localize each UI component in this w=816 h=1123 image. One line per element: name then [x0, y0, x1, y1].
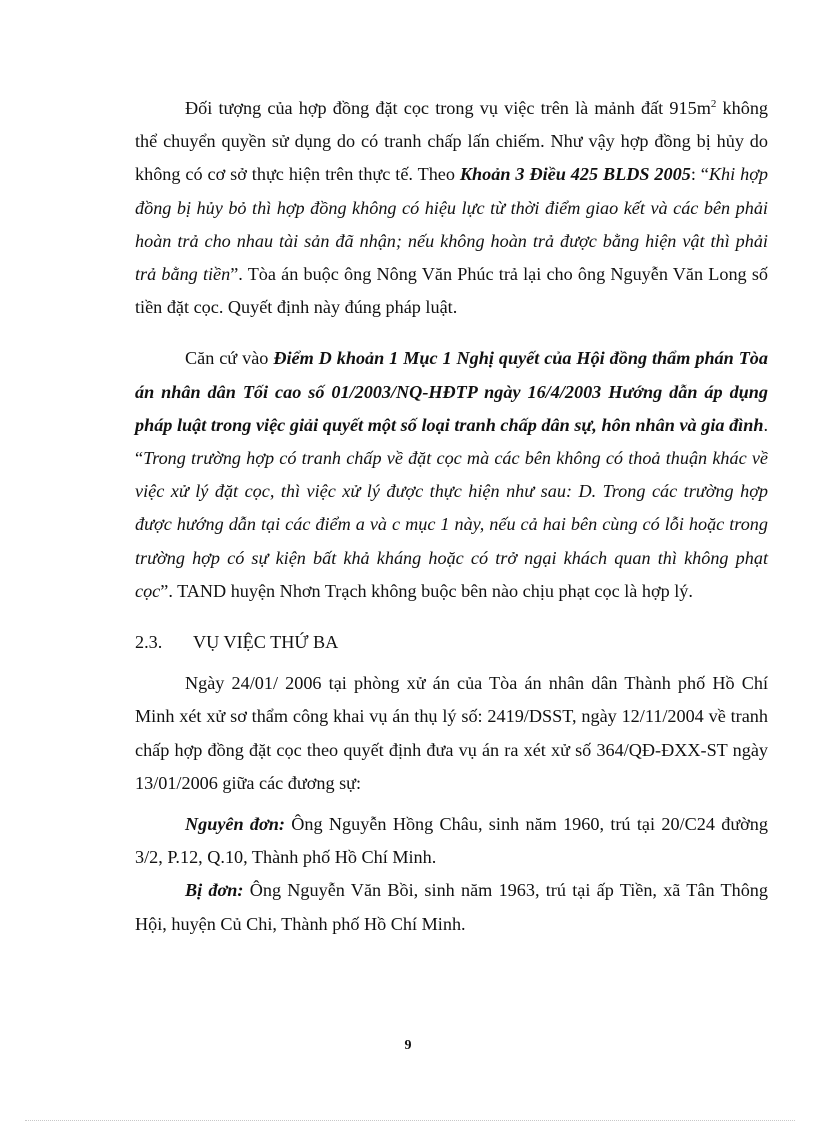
text-run: không thể chuyển quyền sử dụng do có tranh chấp lấn chiếm. Như vậy hợp đồng bị hủy do không có cơ sở thực hiện trên thực tế. Theo — [135, 98, 769, 185]
superscript: 2 — [710, 98, 717, 110]
plaintiff-details: Ông Nguyễn Hồng Châu, sinh năm 1960, trú tại 20/C24 đường 3/2, P.12, Q.10, Thành phố Hồ Chí Minh. — [135, 814, 768, 868]
legal-citation: Điểm D khoản 1 Mục 1 Nghị quyết của Hội đồng thẩm phán Tòa án nhân dân Tối cao số 01/2003/NQ-HĐTP ngày 16/4/2003 Hướng dẫn áp dụng pháp luật trong việc giải quyết một số loại tranh chấp dân sự, hôn nhân và gia đình — [135, 348, 768, 435]
text-run: . “ — [135, 414, 768, 469]
defendant-details: Ông Nguyễn Văn Bồi, sinh năm 1963, trú tại ấp Tiền, xã Tân Thông Hội, huyện Củ Chi, Thành phố Hồ Chí Minh. — [135, 880, 768, 934]
section-title: VỤ VIỆC THỨ BA — [193, 632, 339, 653]
paragraph-defendant — [135, 874, 768, 940]
text-run: ”. TAND huyện Nhơn Trạch không buộc bên nào chịu phạt cọc là hợp lý. — [160, 580, 693, 601]
legal-quote: Khi hợp đồng bị hủy bỏ thì hợp đồng không có hiệu lực từ thời điểm giao kết và các bên phải hoàn trả cho nhau tài sản đã nhận; nếu không hoàn trả được bằng hiện vật thì phải trả bằng tiền — [135, 164, 769, 285]
plaintiff-label: Nguyên đơn: — [185, 814, 285, 835]
paragraph-plaintiff — [135, 808, 768, 874]
text-run: ”. Tòa án buộc ông Nông Văn Phúc trả lại cho ông Nguyễn Văn Long số tiền đặt cọc. Quyết định này đúng pháp luật. — [135, 264, 769, 318]
page-border — [25, 1120, 795, 1121]
section-number: 2.3. — [135, 632, 163, 653]
text-run: Đối tượng của hợp đồng đặt cọc trong vụ việc trên là mảnh đất 915m — [185, 98, 711, 118]
legal-citation: Khoản 3 Điều 425 BLDS 2005 — [459, 164, 691, 185]
defendant-label: Bị đơn: — [185, 880, 244, 901]
paragraph-resolution — [135, 342, 768, 608]
page-number: 9 — [404, 1038, 412, 1053]
text-run: Căn cứ vào — [185, 348, 274, 369]
page-content — [135, 92, 768, 941]
paragraph-trial-info: Ngày 24/01/ 2006 tại phòng xử án của Tòa án nhân dân Thành phố Hồ Chí Minh xét xử sơ thẩm công khai vụ án thụ lý số: 2419/DSST, ngày 12/11/2004 về tranh chấp hợp đồng đặt cọc theo quyết định đưa vụ án ra xét xử số 364/QĐ-ĐXX-ST ngày 13/01/2006 giữa các đương sự: — [135, 673, 768, 793]
section-heading — [135, 626, 768, 659]
paragraph-deposit-object — [135, 92, 768, 324]
legal-quote: Trong trường hợp có tranh chấp về đặt cọc mà các bên không có thoả thuận khác về việc xử lý đặt cọc, thì việc xử lý được thực hiện như sau: D. Trong các trường hợp được hướng dẫn tại các điểm a và c mục 1 này, nếu cả hai bên cùng có lỗi hoặc trong trường hợp có sự kiện bất khả kháng hoặc có trở ngại khách quan thì không phạt cọc — [135, 448, 768, 601]
text-run: : “ — [690, 164, 709, 185]
